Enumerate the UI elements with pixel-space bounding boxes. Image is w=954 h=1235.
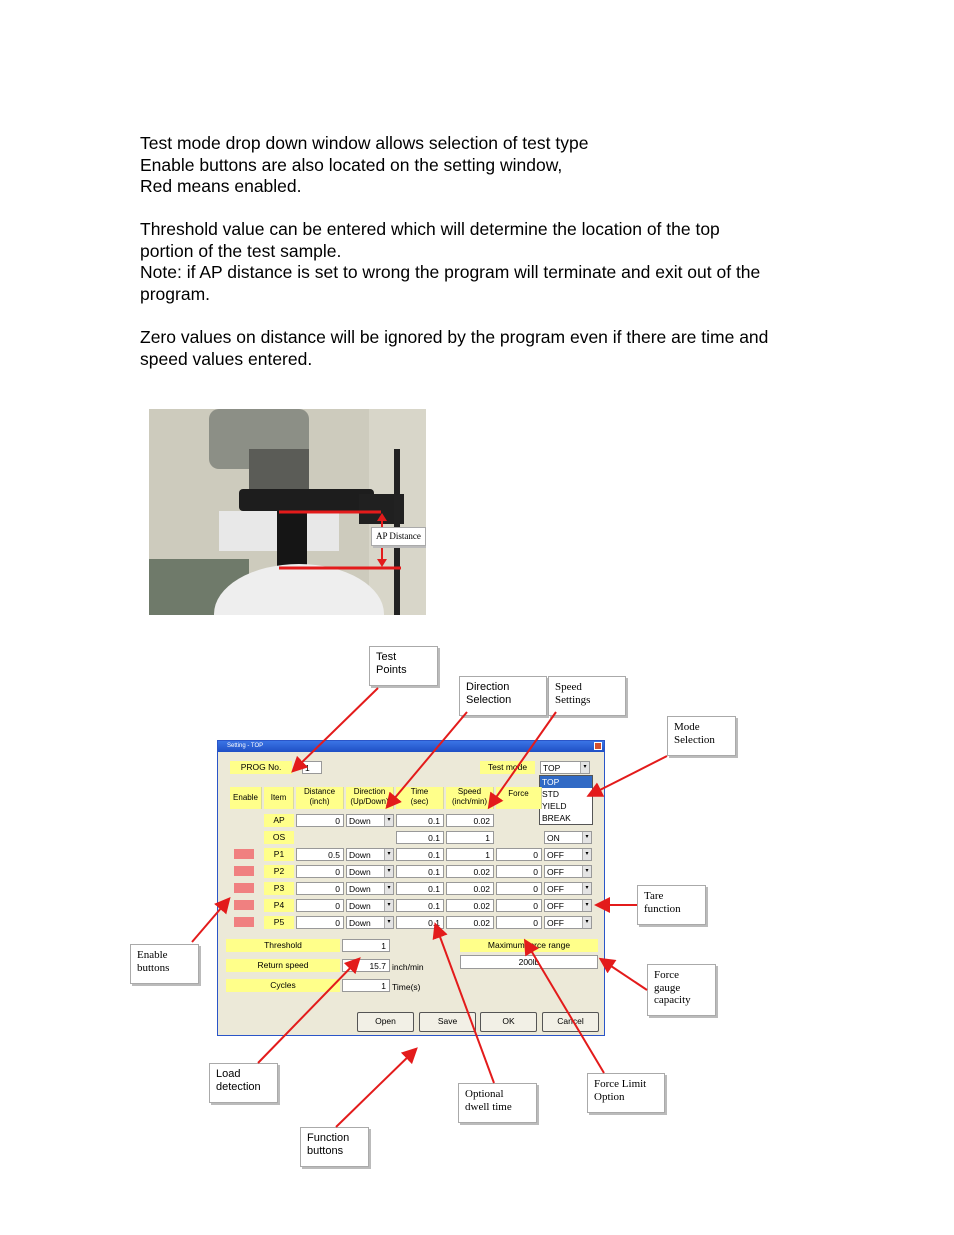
force-p5[interactable]: 0: [496, 916, 542, 929]
chevron-down-icon[interactable]: ▾: [582, 849, 591, 860]
speed-p1[interactable]: 1: [446, 848, 494, 861]
arrow-force-gauge: [602, 960, 647, 990]
direction-value: Down: [349, 884, 371, 894]
return-speed-input[interactable]: 15.7: [342, 959, 390, 972]
speed-p4[interactable]: 0.02: [446, 899, 494, 912]
cycles-unit: Time(s): [392, 982, 421, 992]
distance-ap[interactable]: 0: [296, 814, 344, 827]
zero-values-paragraph: Zero values on distance will be ignored by the program even if there are time and speed values entered.: [140, 327, 769, 369]
callout-mode-selection: Mode Selection: [667, 716, 736, 756]
time-ap[interactable]: 0.1: [396, 814, 444, 827]
force-p4[interactable]: 0: [496, 899, 542, 912]
callout-force-gauge-capacity: Force gauge capacity: [647, 964, 716, 1016]
callout-speed-settings: Speed Settings: [548, 676, 626, 716]
item-os: OS: [264, 831, 294, 844]
chevron-down-icon[interactable]: ▾: [384, 866, 393, 877]
chevron-down-icon[interactable]: ▾: [582, 832, 591, 843]
speed-ap[interactable]: 0.02: [446, 814, 494, 827]
dropdown-option[interactable]: STD: [542, 789, 559, 799]
dropdown-option[interactable]: TOP: [540, 776, 592, 788]
item-ap: AP: [264, 814, 294, 827]
time-p2[interactable]: 0.1: [396, 865, 444, 878]
ap-distance-label: AP Distance: [371, 527, 426, 546]
callout-force-limit: Force Limit Option: [587, 1073, 665, 1113]
arrow-speed: [490, 712, 556, 806]
cycles-input[interactable]: 1: [342, 979, 390, 992]
threshold-paragraph: Threshold value can be entered which will determine the location of the top portion of the test sample. Note: if AP distance is set to wrong the program will terminate and exit out of the program.: [140, 219, 761, 305]
ok-button[interactable]: OK: [480, 1012, 537, 1032]
time-p3[interactable]: 0.1: [396, 882, 444, 895]
arrow-function: [336, 1050, 415, 1127]
item-p1: P1: [264, 848, 294, 861]
item-p2: P2: [264, 865, 294, 878]
test-mode-label: Test mode: [480, 761, 535, 774]
force-p3[interactable]: 0: [496, 882, 542, 895]
callout-direction-selection: Direction Selection: [459, 676, 547, 716]
callout-dwell-time: Optional dwell time: [458, 1083, 537, 1123]
speed-p2[interactable]: 0.02: [446, 865, 494, 878]
speed-p3[interactable]: 0.02: [446, 882, 494, 895]
header-force: Force: [496, 787, 542, 809]
arrow-enable: [192, 900, 228, 942]
distance-p1[interactable]: 0.5: [296, 848, 344, 861]
item-p3: P3: [264, 882, 294, 895]
mode-value: OFF: [547, 850, 564, 860]
prog-label: PROG No.: [230, 761, 292, 774]
max-force-select[interactable]: 200lb: [460, 955, 598, 969]
direction-value: Down: [349, 901, 371, 911]
speed-os[interactable]: 1: [446, 831, 494, 844]
callout-function-buttons: Function buttons: [300, 1127, 369, 1167]
distance-p4[interactable]: 0: [296, 899, 344, 912]
chevron-down-icon[interactable]: ▾: [384, 815, 393, 826]
dialog-title: Setting - TOP: [227, 743, 264, 749]
header-enable: Enable: [230, 787, 262, 809]
threshold-label: Threshold: [226, 939, 340, 952]
item-p5: P5: [264, 916, 294, 929]
open-button[interactable]: Open: [357, 1012, 414, 1032]
dropdown-option[interactable]: YIELD: [542, 801, 567, 811]
header-direction: Direction (Up/Down): [346, 787, 394, 809]
callout-load-detection: Load detection: [209, 1063, 278, 1103]
arrow-force-limit: [526, 942, 604, 1073]
callout-enable-buttons: Enable buttons: [130, 944, 199, 984]
chevron-down-icon[interactable]: ▾: [580, 762, 589, 773]
chevron-down-icon[interactable]: ▾: [582, 883, 591, 894]
threshold-input[interactable]: 1: [342, 939, 390, 952]
time-p4[interactable]: 0.1: [396, 899, 444, 912]
dropdown-option[interactable]: BREAK: [542, 813, 571, 823]
time-p1[interactable]: 0.1: [396, 848, 444, 861]
force-p1[interactable]: 0: [496, 848, 542, 861]
distance-p3[interactable]: 0: [296, 882, 344, 895]
arrow-load: [258, 960, 358, 1063]
distance-p2[interactable]: 0: [296, 865, 344, 878]
chevron-down-icon[interactable]: ▾: [384, 917, 393, 928]
mode-value: OFF: [547, 884, 564, 894]
speed-p5[interactable]: 0.02: [446, 916, 494, 929]
direction-value: Down: [349, 816, 371, 826]
callout-tare-function: Tare function: [637, 885, 706, 925]
direction-value: Down: [349, 867, 371, 877]
chevron-down-icon[interactable]: ▾: [384, 883, 393, 894]
force-p2[interactable]: 0: [496, 865, 542, 878]
cycles-label: Cycles: [226, 979, 340, 992]
direction-value: Down: [349, 918, 371, 928]
header-time: Time (sec): [396, 787, 444, 809]
chevron-down-icon[interactable]: ▾: [582, 917, 591, 928]
save-button[interactable]: Save: [419, 1012, 476, 1032]
mode-value: OFF: [547, 901, 564, 911]
chevron-down-icon[interactable]: ▾: [384, 849, 393, 860]
chevron-down-icon[interactable]: ▾: [384, 900, 393, 911]
max-force-label: Maximum force range: [460, 939, 598, 952]
distance-p5[interactable]: 0: [296, 916, 344, 929]
chevron-down-icon[interactable]: ▾: [582, 900, 591, 911]
time-p5[interactable]: 0.1: [396, 916, 444, 929]
arrow-mode: [590, 756, 667, 795]
test-mode-value: TOP: [543, 763, 561, 773]
callout-test-points: Test Points: [369, 646, 438, 686]
time-os[interactable]: 0.1: [396, 831, 444, 844]
intro-paragraph: Test mode drop down window allows selection of test type Enable buttons are also located on the setting window, Red means enabled.: [140, 133, 589, 197]
header-item: Item: [264, 787, 294, 809]
direction-value: Down: [349, 850, 371, 860]
prog-input[interactable]: 1: [302, 761, 322, 774]
return-speed-label: Return speed: [226, 959, 340, 972]
mode-value: OFF: [547, 867, 564, 877]
return-speed-unit: inch/min: [392, 962, 424, 972]
chevron-down-icon[interactable]: ▾: [582, 866, 591, 877]
arrow-direction: [388, 712, 467, 806]
item-p4: P4: [264, 899, 294, 912]
header-speed: Speed (inch/min): [446, 787, 494, 809]
arrow-test-points: [294, 688, 378, 770]
mode-value: OFF: [547, 918, 564, 928]
arrow-dwell: [436, 926, 494, 1083]
mode-value: ON: [547, 833, 560, 843]
header-distance: Distance (inch): [296, 787, 344, 809]
cancel-button[interactable]: Cancel: [542, 1012, 599, 1032]
